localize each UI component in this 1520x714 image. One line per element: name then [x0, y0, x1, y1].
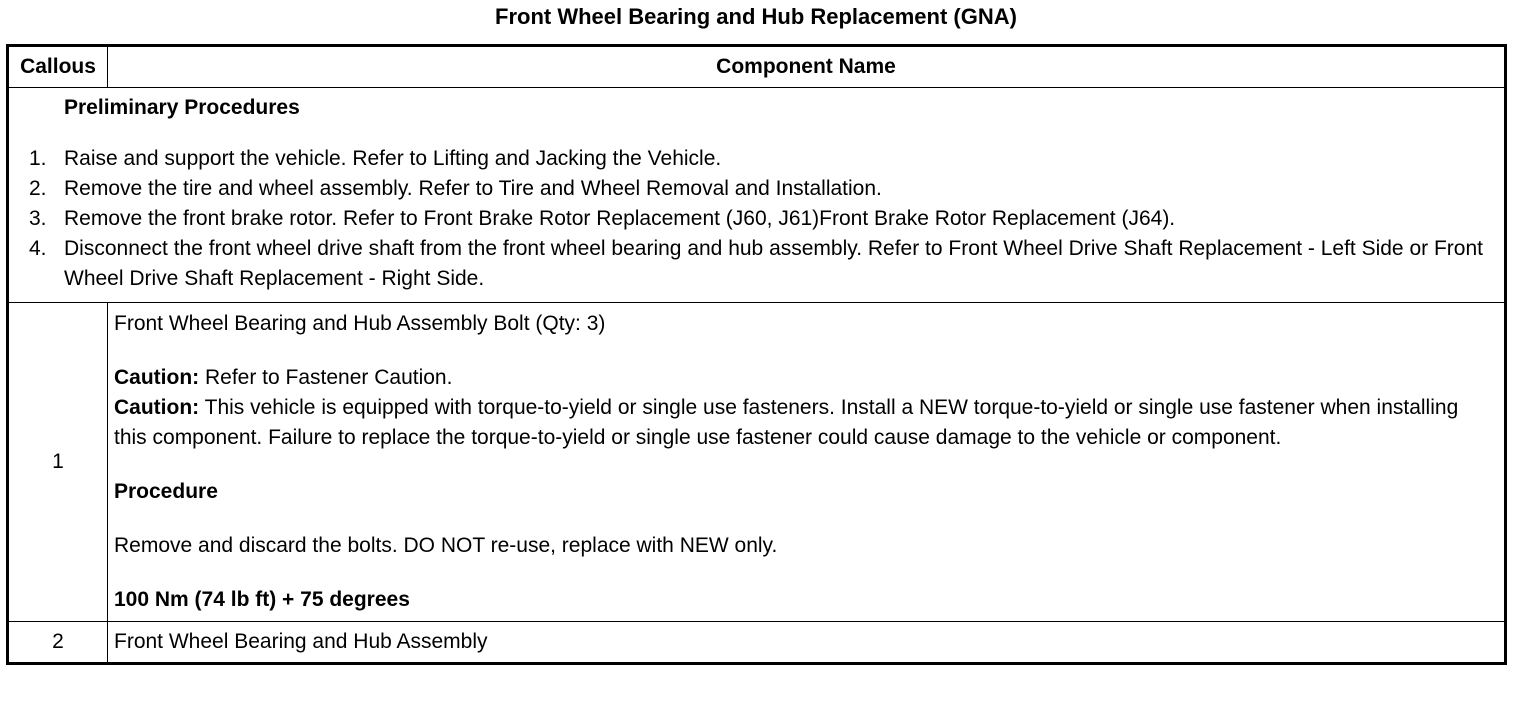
table-header-row — [8, 46, 1506, 88]
component-name: Front Wheel Bearing and Hub Assembly — [114, 630, 488, 653]
procedure-heading: Procedure — [114, 480, 218, 503]
step-text: Remove the front brake rotor. Refer to Front Brake Rotor Replacement (J60, J61)Front Brake Rotor Replacement (J64). — [64, 207, 1176, 230]
preliminary-steps — [29, 144, 1504, 294]
step-text: Raise and support the vehicle. Refer to Lifting and Jacking the Vehicle. — [64, 147, 722, 170]
preliminary-row — [8, 88, 1506, 303]
preliminary-heading: Preliminary Procedures — [64, 96, 300, 119]
list-item — [29, 234, 1504, 294]
list-item — [29, 204, 1504, 234]
callout-number: 2 — [8, 622, 108, 664]
table-row — [8, 303, 1506, 622]
preliminary-procedures-cell — [8, 88, 1506, 303]
step-number: 3. — [29, 207, 47, 230]
step-text: Remove the tire and wheel assembly. Refer to Tire and Wheel Removal and Installation. — [64, 177, 882, 200]
callout-number: 1 — [8, 303, 108, 622]
table-row — [8, 622, 1506, 664]
caution-note — [114, 363, 1484, 393]
procedure-table — [6, 44, 1507, 665]
header-callout: Callous — [8, 46, 108, 88]
component-cell — [108, 622, 1506, 664]
caution-label: Caution: — [114, 396, 200, 419]
document-title: Front Wheel Bearing and Hub Replacement (GNA) — [495, 4, 1017, 29]
component-name: Front Wheel Bearing and Hub Assembly Bolt (Qty: 3) — [114, 312, 606, 335]
torque-spec: 100 Nm (74 lb ft) + 75 degrees — [114, 588, 410, 611]
component-cell — [108, 303, 1506, 622]
step-number: 4. — [29, 237, 47, 260]
caution-label: Caution: — [114, 366, 200, 389]
caution-note — [114, 393, 1484, 453]
list-item — [29, 174, 1504, 204]
step-number: 2. — [29, 177, 47, 200]
list-item — [29, 144, 1504, 174]
procedure-text: Remove and discard the bolts. DO NOT re-use, replace with NEW only. — [114, 534, 778, 557]
step-text: Disconnect the front wheel drive shaft from the front wheel bearing and hub assembly. Refer to Front Wheel Drive Shaft Replacement - Left Side or Front Wheel Drive Shaft Replacement - Right Side. — [64, 237, 1483, 290]
caution-text: This vehicle is equipped with torque-to-yield or single use fasteners. Install a NEW torque-to-yield or single use fastener when installing this component. Failure to replace the torque-to-yield or single use fastener could cause damage to the vehicle or component. — [114, 396, 1459, 449]
caution-text: Refer to Fastener Caution. — [199, 366, 453, 389]
step-number: 1. — [29, 147, 47, 170]
header-component-name: Component Name — [108, 46, 1506, 88]
